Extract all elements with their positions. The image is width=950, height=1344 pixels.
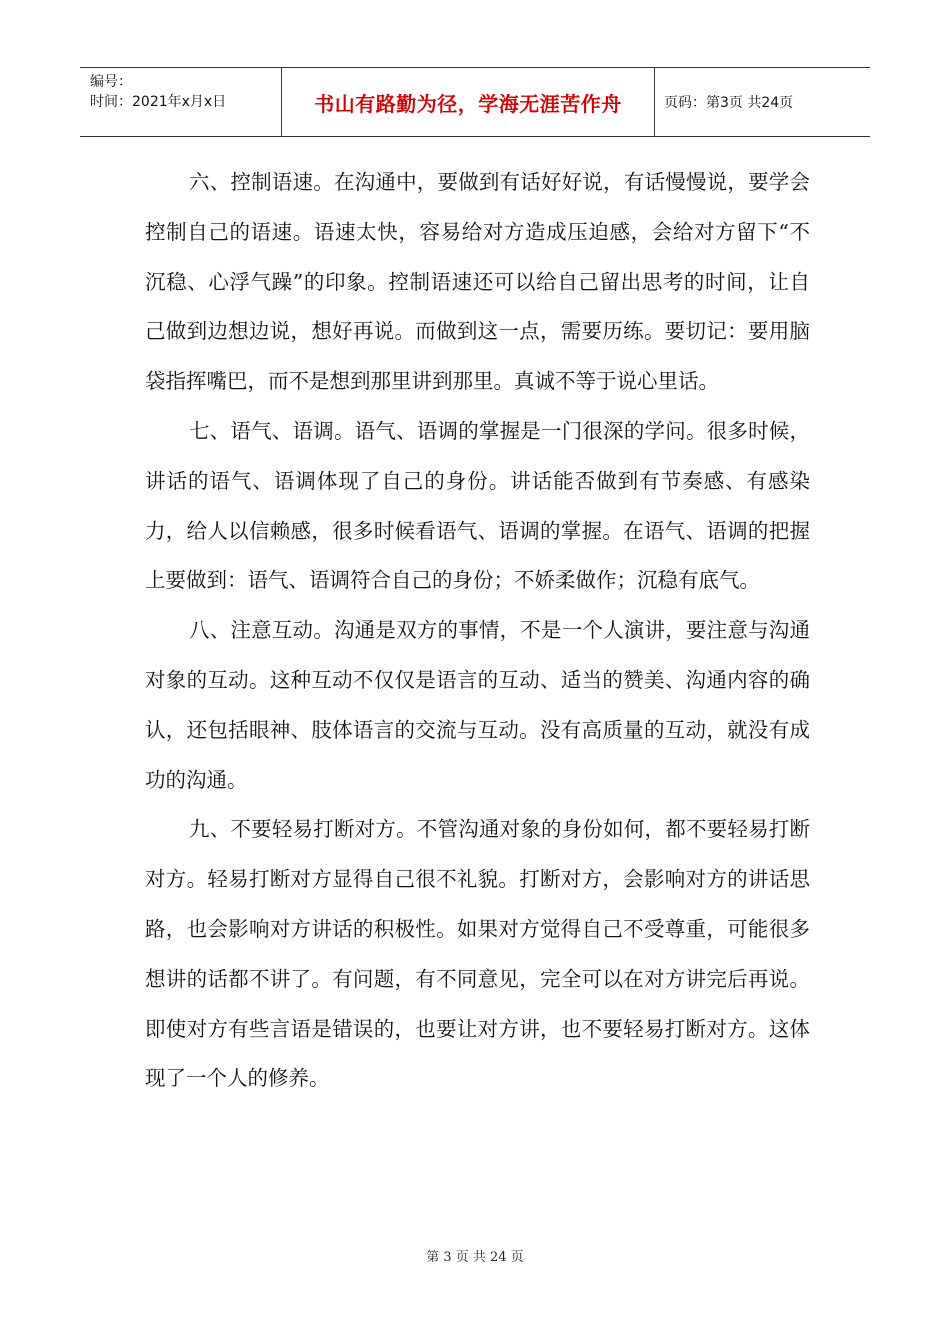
paragraph-9: 九、不要轻易打断对方。不管沟通对象的身份如何，都不要轻易打断对方。轻易打断对方显得自己很不礼貌。打断对方，会影响对方的讲话思路，也会影响对方讲话的积极性。如果对方觉得自己不受尊重，可能很多想讲的话都不讲了。有问题，有不同意见，完全可以在对方讲完后再说。即使对方有些言语是错误的，也要让对方讲，也不要轻易打断对方。这体现了一个人的修养。 (145, 817, 810, 1091)
header-page-info: 页码：第3页 共24页 (664, 95, 794, 111)
header-meta (90, 72, 226, 112)
number-label: 编号： (90, 74, 132, 90)
date-label: 时间：2021年x月x日 (90, 94, 227, 110)
header-motto: 书山有路勤为径，学海无涯苦作舟 (314, 91, 622, 116)
page-footer: 第 3 页 共 24 页 (426, 1250, 524, 1265)
header-divider (654, 68, 655, 136)
paragraph-8: 八、注意互动。沟通是双方的事情，不是一个人演讲，要注意与沟通对象的互动。这种互动不仅仅是语言的互动、适当的赞美、沟通内容的确认，还包括眼神、肢体语言的交流与互动。没有高质量的互动，就没有成功的沟通。 (145, 618, 810, 792)
paragraph-6: 六、控制语速。在沟通中，要做到有话好好说，有话慢慢说，要学会控制自己的语速。语速太快，容易给对方造成压迫感，会给对方留下“不沉稳、心浮气躁”的印象。控制语速还可以给自己留出思考的时间，让自己做到边想边说，想好再说。而做到这一点，需要历练。要切记：要用脑袋指挥嘴巴，而不是想到那里讲到那里。真诚不等于说心里话。 (145, 170, 810, 394)
paragraph-7: 七、语气、语调。语气、语调的掌握是一门很深的学问。很多时候，讲话的语气、语调体现了自己的身份。讲话能否做到有节奏感、有感染力，给人以信赖感，很多时候看语气、语调的掌握。在语气、语调的把握上要做到：语气、语调符合自己的身份；不娇柔做作；沉稳有底气。 (145, 418, 810, 593)
document-body (145, 158, 810, 1104)
page-header (80, 67, 870, 137)
